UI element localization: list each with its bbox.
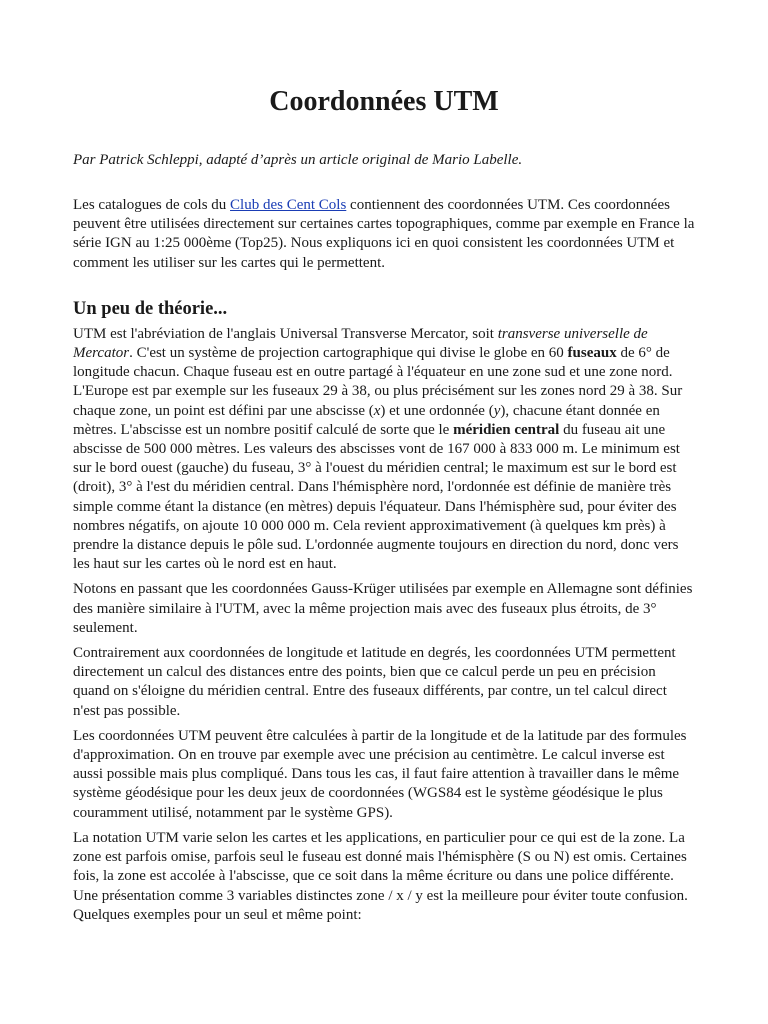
paragraph-gauss-kruger: Notons en passant que les coordonnées Gauss-Krüger utilisées par exemple en Allemagne sont définies des manière similaire à l'UTM, avec la même projection mais avec des fuseaux plus étroits, de 3° seulement. (73, 581, 693, 636)
text-run: . C'est un système de projection cartographique qui divise le globe en 60 (129, 345, 568, 362)
emphasis-text: x (373, 402, 381, 419)
theory-section (73, 297, 695, 925)
byline: Par Patrick Schleppi, adapté d’après un article original de Mario Labelle. (73, 152, 523, 168)
text-run: de 6° de longitude chacun. Chaque fuseau est en outre partagé à l'équateur en une zone sud et une zone nord. L'Europe est par exemple sur les fuseaux 29 à 38, ou plus précisément sur les zones nord 29 à 38. Sur chaque zone, un point est défini par une abscisse ( (73, 345, 683, 419)
intro-text-end: contiennent des coordonnées UTM. Ces coordonnées peuvent être utilisées directement sur certaines cartes topographiques, comme par exemple en France la série IGN au 1:25 000ème (Top25). Nous expliquons ici en quoi consistent les coordonnées UTM et comment les utiliser sur les cartes qui le permettent. (73, 197, 695, 271)
document-page (73, 84, 695, 925)
page-title: Coordonnées UTM (269, 86, 499, 117)
paragraph-conversion-formulas: Les coordonnées UTM peuvent être calculées à partir de la longitude et de la latitude par des formules d'approximation. On en trouve par exemple avec une précision au centimètre. Le calcul inverse est aussi possible mais plus compliqué. Dans tous les cas, il faut faire attention à travailler dans le même système géodésique pour les deux jeux de coordonnées (WGS84 est le système géodésique le plus couramment utilisé, notamment par le système GPS). (73, 727, 687, 821)
paragraph-utm-notation: La notation UTM varie selon les cartes et les applications, en particulier pour ce qui est de la zone. La zone est parfois omise, parfois seul le fuseau est donné mais l'hémisphère (S ou N) est omis. Certaines fois, la zone est accolée à l'abscisse, que ce soit dans la même écriture ou dans une police différente. Une présentation comme 3 variables distinctes zone / x / y est la meilleure pour éviter toute confusion. Quelques exemples pour un seul et même point: (73, 829, 688, 923)
section-heading: Un peu de théorie... (73, 298, 228, 319)
emphasis-text: y (493, 402, 501, 419)
text-run: ) et une ordonnée ( (380, 402, 494, 419)
bold-text: fuseaux (567, 345, 617, 362)
text-run: ), chacune étant donnée en mètres. L'abscisse est un nombre positif calculé de sorte que le (73, 402, 660, 438)
club-des-cent-cols-link[interactable]: Club des Cent Cols (230, 197, 347, 213)
paragraph-utm-definition (73, 325, 695, 575)
text-run: UTM est l'abréviation de l'anglais Universal Transverse Mercator, soit (73, 325, 498, 342)
intro-text-start: Les catalogues de cols du (73, 197, 231, 213)
emphasis-text: transverse universelle de Mercator (73, 325, 648, 362)
intro-paragraph (73, 196, 695, 273)
text-run: du fuseau ait une abscisse de 500 000 mètres. Les valeurs des abscisses vont de 167 000 à 833 000 m. Le minimum est sur le bord ouest (gauche) du fuseau, 3° à l'ouest du méridien central; le maximum est sur le bord est (droit), 3° à l'est du méridien central. Dans l'hémisphère nord, l'ordonnée est définie de manière très simple comme étant la distance (en mètres) depuis l'équateur. Dans l'hémisphère sud, pour éviter des nombres négatifs, on ajoute 10 000 000 m. Cela revient approximativement (à quelques km près) à prendre la distance depuis le pôle sud. L'ordonnée augmente toujours en direction du nord, donc vers les haut sur les cartes où le nord est en haut. (73, 421, 680, 573)
bold-text: méridien central (453, 421, 560, 438)
paragraph-distance-calculation: Contrairement aux coordonnées de longitude et latitude en degrés, les coordonnées UTM permettent directement un calcul des distances entre des points, bien que ce calcul perde un peu en précision quand on s'éloigne du méridien central. Entre des fuseaux différents, par contre, un tel calcul direct n'est pas possible. (73, 645, 676, 719)
